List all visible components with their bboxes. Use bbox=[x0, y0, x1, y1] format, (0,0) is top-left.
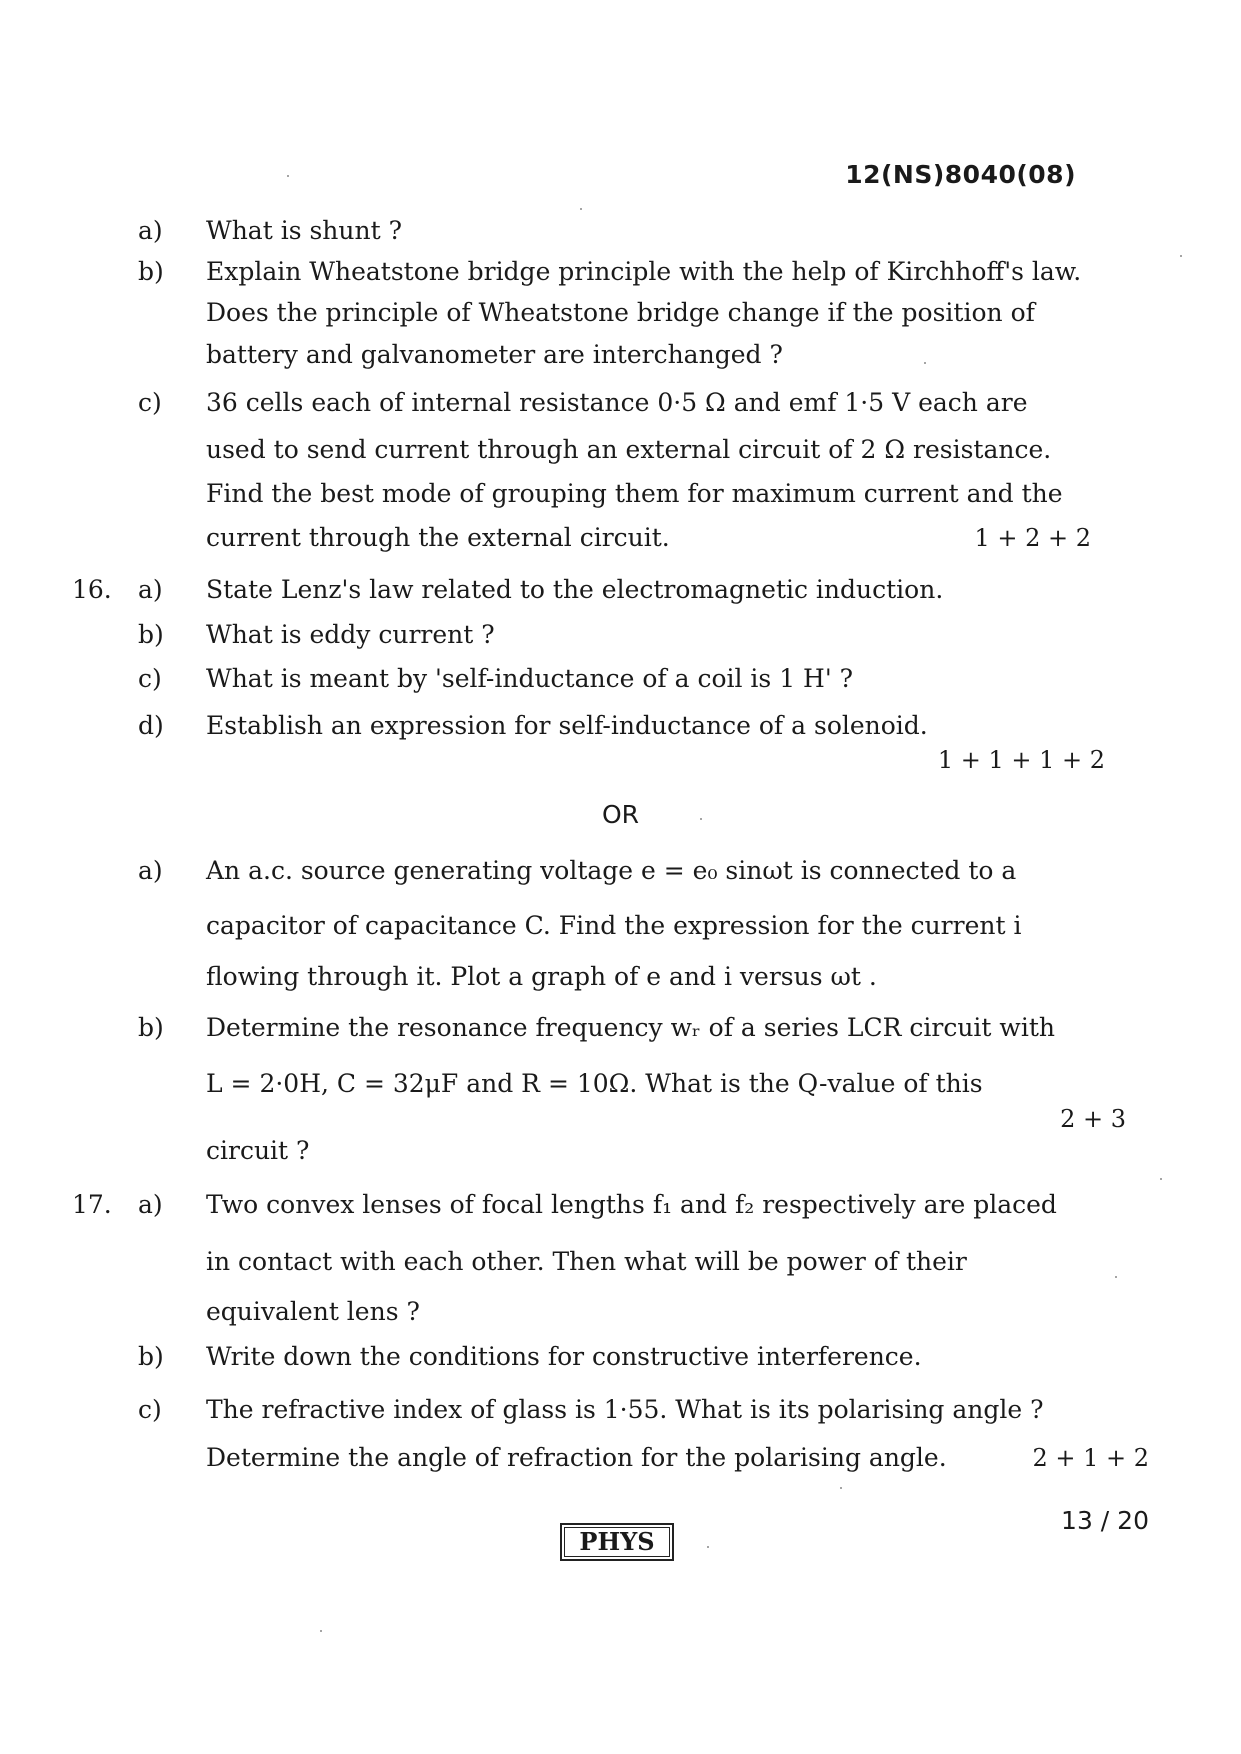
q16-number: 16. bbox=[72, 575, 112, 604]
paper-code: 12(NS)8040(08) bbox=[845, 160, 1076, 189]
q17a-line1: Two convex lenses of focal lengths f₁ and f₂ respectively are placed bbox=[206, 1190, 1057, 1219]
q16a-label: a) bbox=[138, 575, 163, 604]
scan-speck bbox=[707, 1546, 709, 1548]
q17-marks: 2 + 1 + 2 bbox=[1032, 1444, 1149, 1472]
q15c-line2: used to send current through an external circuit of 2 Ω resistance. bbox=[206, 435, 1052, 464]
q15b-line1: Explain Wheatstone bridge principle with the help of Kirchhoff's law. bbox=[206, 257, 1082, 286]
q15c-label: c) bbox=[138, 388, 162, 417]
q17c-line2: Determine the angle of refraction for the polarising angle. bbox=[206, 1443, 947, 1472]
q16c-label: c) bbox=[138, 664, 162, 693]
scan-speck bbox=[580, 208, 582, 210]
q17a-line3: equivalent lens ? bbox=[206, 1297, 420, 1326]
scan-speck bbox=[840, 1487, 842, 1489]
page-number: 13 / 20 bbox=[1061, 1506, 1149, 1535]
q16or-a-line3: flowing through it. Plot a graph of e and i versus ωt . bbox=[206, 962, 877, 991]
q16-marks: 1 + 1 + 1 + 2 bbox=[937, 746, 1105, 774]
scan-speck bbox=[287, 175, 289, 177]
q15c-line1: 36 cells each of internal resistance 0·5 Ω and emf 1·5 V each are bbox=[206, 388, 1028, 417]
q15a-text: What is shunt ? bbox=[206, 216, 402, 245]
q17a-label: a) bbox=[138, 1190, 163, 1219]
q16a-text: State Lenz's law related to the electromagnetic induction. bbox=[206, 575, 944, 604]
or-separator: OR bbox=[601, 800, 640, 829]
q15a-label: a) bbox=[138, 216, 163, 245]
q16or-a-line2: capacitor of capacitance C. Find the expression for the current i bbox=[206, 911, 1022, 940]
q16or-a-line1: An a.c. source generating voltage e = e₀ sinωt is connected to a bbox=[206, 856, 1017, 885]
scan-speck bbox=[1115, 1276, 1117, 1278]
q16d-text: Establish an expression for self-inductance of a solenoid. bbox=[206, 711, 928, 740]
q16or-b-line2: L = 2·0H, C = 32μF and R = 10Ω. What is the Q-value of this bbox=[206, 1069, 983, 1098]
q16b-text: What is eddy current ? bbox=[206, 620, 495, 649]
q17b-text: Write down the conditions for constructive interference. bbox=[206, 1342, 922, 1371]
q15-marks: 1 + 2 + 2 bbox=[974, 524, 1091, 552]
q16or-a-label: a) bbox=[138, 856, 163, 885]
q17c-line1: The refractive index of glass is 1·55. What is its polarising angle ? bbox=[206, 1395, 1044, 1424]
q17a-line2: in contact with each other. Then what will be power of their bbox=[206, 1247, 967, 1276]
q16d-label: d) bbox=[138, 711, 164, 740]
q15b-label: b) bbox=[138, 257, 164, 286]
q16b-label: b) bbox=[138, 620, 164, 649]
scan-speck bbox=[1180, 255, 1182, 257]
q16or-b-line1: Determine the resonance frequency wᵣ of a series LCR circuit with bbox=[206, 1013, 1055, 1042]
q16or-b-label: b) bbox=[138, 1013, 164, 1042]
subject-code-box: PHYS bbox=[560, 1523, 674, 1561]
q15b-line2: Does the principle of Wheatstone bridge change if the position of bbox=[206, 298, 1035, 327]
q16or-marks: 2 + 3 bbox=[1060, 1105, 1126, 1133]
q17-number: 17. bbox=[72, 1190, 112, 1219]
q17c-label: c) bbox=[138, 1395, 162, 1424]
q15c-line4: current through the external circuit. bbox=[206, 523, 670, 552]
q15b-line3: battery and galvanometer are interchanged ? bbox=[206, 340, 783, 369]
q16or-b-line3: circuit ? bbox=[206, 1136, 310, 1165]
scan-speck bbox=[320, 1630, 322, 1632]
q17b-label: b) bbox=[138, 1342, 164, 1371]
scan-speck bbox=[1160, 1178, 1162, 1180]
q16c-text: What is meant by 'self-inductance of a coil is 1 H' ? bbox=[206, 664, 854, 693]
scan-speck bbox=[700, 818, 702, 820]
q15c-line3: Find the best mode of grouping them for maximum current and the bbox=[206, 479, 1063, 508]
scan-speck bbox=[924, 362, 926, 364]
